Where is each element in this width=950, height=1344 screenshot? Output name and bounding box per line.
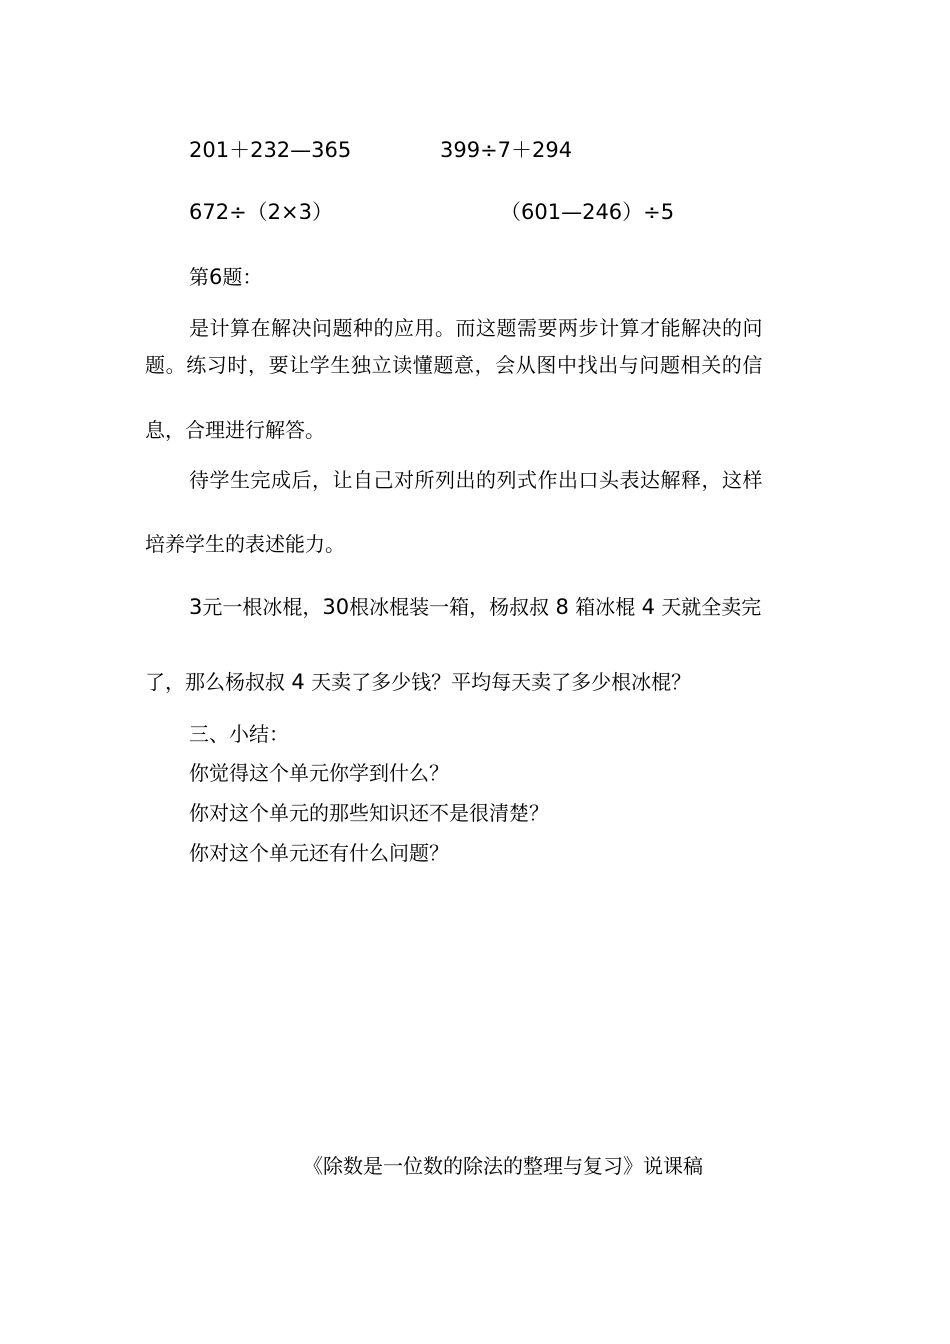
box-number: 8 <box>555 595 569 619</box>
summary-question-1: 你觉得这个单元你学到什么？ <box>189 761 449 785</box>
summary-heading: 三、小结： <box>189 722 289 746</box>
heading-number: 6 <box>209 265 223 289</box>
expression-1: 201＋232—365 <box>189 138 352 162</box>
expression-2: 399÷7＋294 <box>440 138 573 162</box>
expression-4: （601—246）÷5 <box>500 200 675 224</box>
day-number: 4 <box>641 595 655 619</box>
word-problem-line-2 <box>145 672 691 693</box>
question-6-heading <box>189 267 262 288</box>
summary-question-3: 你对这个单元还有什么问题？ <box>189 841 449 865</box>
price-number: 3 <box>189 595 203 619</box>
expression-3: 672÷（2×3） <box>189 200 333 224</box>
problem-text: 天卖了多少钱？平均每天卖了多少根冰棍？ <box>311 670 692 694</box>
paragraph-2-line-2: 培养学生的表述能力。 <box>145 532 345 556</box>
heading-prefix: 第 <box>189 265 209 289</box>
summary-question-2: 你对这个单元的那些知识还不是很清楚？ <box>189 801 549 825</box>
paragraph-1-line-2: 题。练习时，要让学生独立读懂题意，会从图中找出与问题相关的信 <box>145 353 763 377</box>
problem-text: 了，那么杨叔叔 <box>145 670 285 694</box>
problem-text: 天就全卖完 <box>661 595 762 619</box>
document-title: 《除数是一位数的除法的整理与复习》说课稿 <box>303 1154 703 1178</box>
day-number: 4 <box>291 670 305 694</box>
problem-text: 箱冰棍 <box>575 595 636 619</box>
count-number: 30 <box>322 595 350 619</box>
paragraph-2-line-1: 待学生完成后，让自己对所列出的列式作出口头表达解释，这样 <box>189 468 763 492</box>
word-problem-line-1 <box>189 597 761 618</box>
heading-suffix: 题： <box>222 265 263 289</box>
problem-text: 根冰棍装一箱，杨叔叔 <box>349 595 550 619</box>
paragraph-1-line-1: 是计算在解决问题种的应用。而这题需要两步计算才能解决的问 <box>189 316 763 340</box>
paragraph-1-line-3: 息，合理进行解答。 <box>145 418 325 442</box>
problem-text: 元一根冰棍， <box>202 595 323 619</box>
